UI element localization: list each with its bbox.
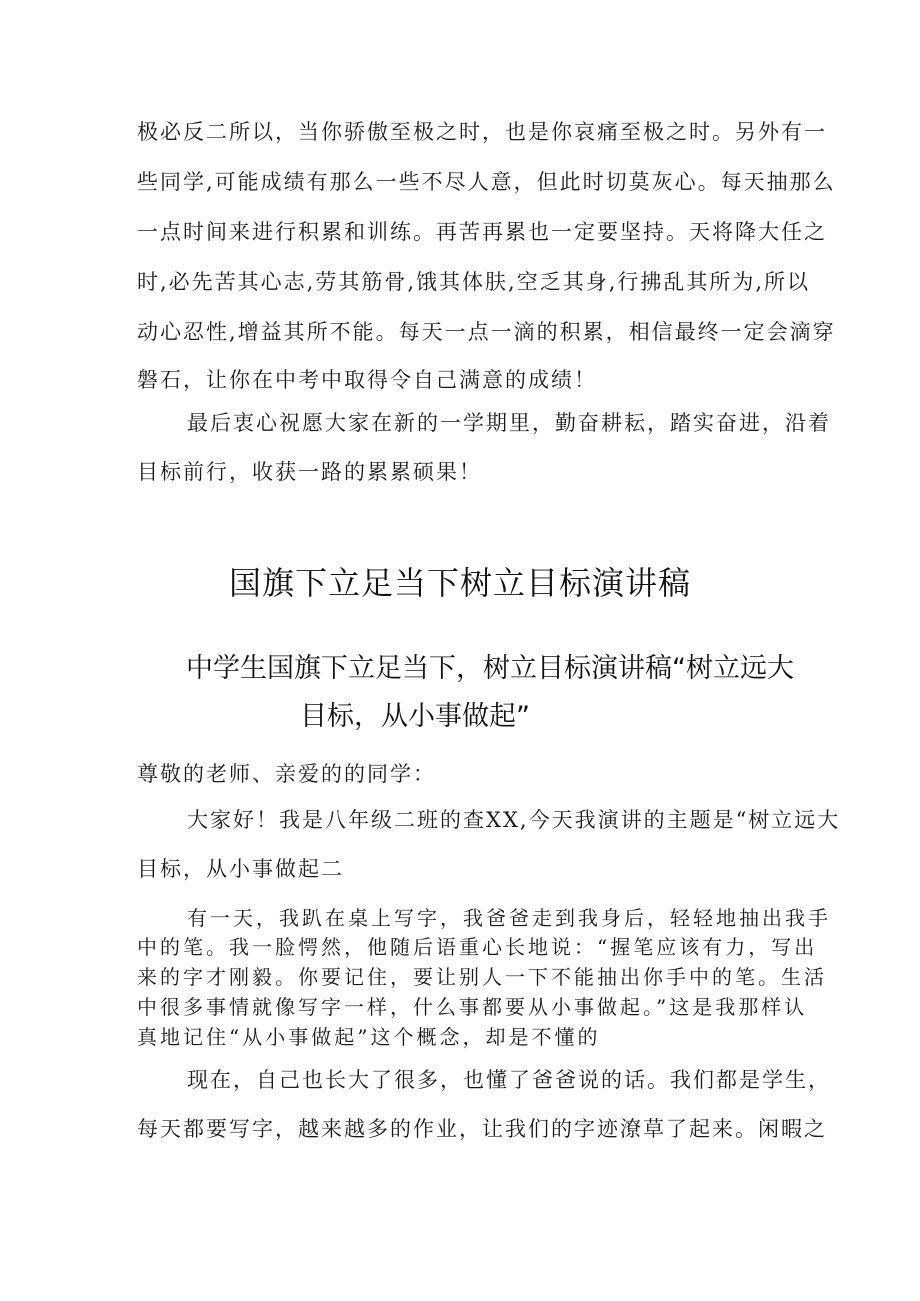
closing-line: 目标前行，收获一路的累累硕果！ xyxy=(137,460,482,484)
intro-line: 目标，从小事做起二 xyxy=(137,857,344,881)
story-line: 有一天，我趴在桌上写字，我爸爸走到我身后，轻轻地抽出我手 xyxy=(187,906,831,930)
closing-line: 最后衷心祝愿大家在新的一学期里，勤奋耕耘，踏实奋进，沿着 xyxy=(187,411,831,435)
paragraph-line: 动心忍性,增益其所不能。每天一点一滴的积累，相信最终一定会滴穿 xyxy=(137,320,836,344)
paragraph-line: 一点时间来进行积累和训练。再苦再累也一定要坚持。天将降大任之 xyxy=(137,220,827,244)
salutation: 尊敬的老师、亲爱的的同学： xyxy=(137,762,436,786)
paragraph-line: 每天都要写字，越来越多的作业，让我们的字迹潦草了起来。闲暇之 xyxy=(137,1117,827,1141)
intro-line: 大家好！我是八年级二班的查XX,今天我演讲的主题是“树立远大 xyxy=(187,808,841,832)
subtitle-line-2: 目标，从小事做起” xyxy=(300,701,530,732)
story-line: 中很多事情就像写字一样，什么事都要从小事做起。”这是我那样认 xyxy=(137,995,808,1019)
paragraph-line: 些同学,可能成绩有那么一些不尽人意，但此时切莫灰心。每天抽那么 xyxy=(137,170,836,194)
paragraph-line: 极必反二所以，当你骄傲至极之时，也是你哀痛至极之时。另外有一 xyxy=(137,120,827,144)
subtitle-line-1: 中学生国旗下立足当下，树立目标演讲稿“树立远大 xyxy=(186,653,794,684)
story-line: 来的字才刚毅。你要记住，要让别人一下不能抽出你手中的笔。生活 xyxy=(137,965,827,989)
paragraph-line: 现在，自己也长大了很多，也懂了爸爸说的话。我们都是学生， xyxy=(187,1068,831,1092)
story-line: 中的笔。我一脸愕然，他随后语重心长地说：“握笔应该有力，写出 xyxy=(137,935,818,959)
story-line: 真地记住“从小事做起”这个概念，却是不懂的 xyxy=(137,1025,601,1049)
document-title: 国旗下立足当下树立目标演讲稿 xyxy=(228,564,691,602)
paragraph-line: 磐石，让你在中考中取得令自己满意的成绩！ xyxy=(137,368,597,392)
paragraph-line: 时,必先苦其心志,劳其筋骨,饿其体肤,空乏其身,行拂乱其所为,所以 xyxy=(137,270,811,294)
